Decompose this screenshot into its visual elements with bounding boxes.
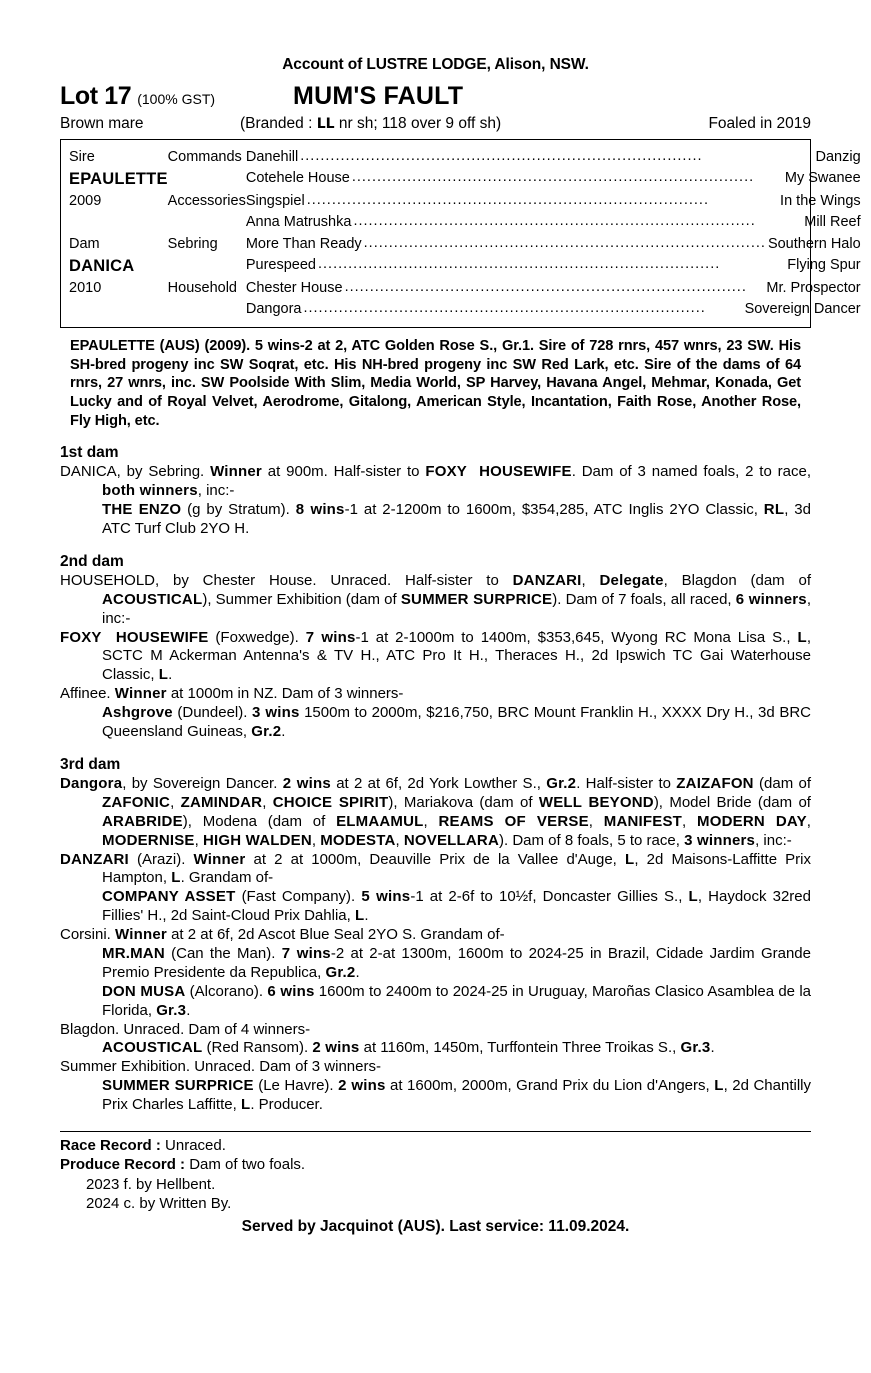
dam-section-title: 2nd dam [60, 552, 124, 570]
pedigree-cell-generation1: 2010 [69, 280, 102, 297]
pedigree-leaf-left: Chester House [245, 280, 343, 297]
pedigree-paragraph: Ashgrove (Dundeel). 3 wins 1500m to 2000m, $216,750, BRC Mount Franklin H., XXXX Dry H., 3d BRC Queensland Guineas, Gr.2. [102, 704, 811, 741]
foal-list [60, 1175, 811, 1214]
pedigree-row [69, 233, 861, 254]
footer-divider [60, 1131, 811, 1132]
pedigree-paragraph: DANZARI (Arazi). Winner at 2 at 1000m, Deauville Prix de la Vallee d'Auge, L, 2d Maisons-Laffitte Prix Hampton, L. Grandam of- [60, 850, 812, 887]
pedigree-cell-generation3 [246, 146, 861, 167]
pedigree-leaf-right: Mr. Prospector [766, 280, 861, 297]
service-note: Served by Jacquinot (AUS). Last service: 11.09.2024. [241, 1217, 630, 1235]
produce-record [60, 1155, 811, 1175]
pedigree-leaf-left: Dangora [245, 301, 302, 318]
pedigree-leaf-right: Southern Halo [767, 235, 861, 252]
pedigree-paragraph: HOUSEHOLD, by Chester House. Unraced. Half-sister to DANZARI, Delegate, Blagdon (dam of ACOUSTICAL), Summer Exhibition (dam of SUMMER SURPRICE). Dam of 7 foals, all raced, 6 winners, inc:- [60, 571, 811, 627]
foal-entry: 2024 c. by Written By. [86, 1195, 232, 1213]
horse-name: MUM'S FAULT [293, 82, 464, 110]
dam-section-title: 1st dam [60, 444, 119, 462]
dot-leader: ................................................................................ [344, 279, 747, 296]
dam-section [60, 444, 811, 539]
pedigree-paragraph: SUMMER SURPRICE (Le Havre). 2 wins at 1600m, 2000m, Grand Prix du Lion d'Angers, L, 2d Chantilly Prix Charles Laffitte, L. Producer. [102, 1077, 811, 1114]
race-record-value: Unraced. [165, 1136, 226, 1154]
pedigree-cell-generation1 [69, 299, 168, 320]
pedigree-cell-generation1: EPAULETTE [69, 169, 168, 188]
sire-summary: EPAULETTE (AUS) (2009). 5 wins-2 at 2, ATC Golden Rose S., Gr.1. Sire of 728 rnrs, 457 wnrs, 23 SW. His SH-bred progeny inc SW Soqrat, etc. His NH-bred progeny inc SW Red Lark, etc. Sire of the dams of 64 rnrs, 27 wnrs, inc. SW Poolside With Slim, Media World, SP Harvey, Havana Angel, Mehmar, Konada, Get Lucky and of Royal Velvet, Aerodrome, Gitalong, American Style, Incantation, Faith Rose, Another Rose, Fly High, etc. [70, 338, 801, 429]
pedigree-leaf-right: In the Wings [780, 193, 861, 210]
pedigree-row [69, 167, 861, 191]
colour-sex: Brown mare [60, 115, 144, 132]
pedigree-body [69, 146, 861, 320]
pedigree-grid [69, 146, 861, 320]
pedigree-cell-generation1: Sire [69, 148, 95, 165]
dot-leader: ................................................................................ [300, 147, 703, 164]
pedigree-cell-generation3 [246, 233, 861, 254]
pedigree-row [69, 212, 861, 233]
pedigree-leaf-left: Purespeed [245, 256, 316, 273]
pedigree-leaf-left: Cotehele House [245, 169, 350, 186]
pedigree-cell-generation3 [246, 254, 861, 278]
pedigree-cell-generation1: 2009 [69, 193, 102, 210]
pedigree-leaf-right: Sovereign Dancer [744, 301, 861, 318]
pedigree-cell-generation2 [168, 167, 246, 191]
dot-leader: ................................................................................ [306, 192, 709, 209]
pedigree-paragraph: Summer Exhibition. Unraced. Dam of 3 winners- [60, 1058, 381, 1076]
dam-sections [60, 444, 811, 1115]
pedigree-row [69, 299, 861, 320]
race-record-label: Race Record : [60, 1136, 161, 1154]
pedigree-cell-generation3 [246, 212, 861, 233]
dot-leader: ................................................................................ [317, 255, 721, 272]
pedigree-leaf-left: Singspiel [245, 193, 305, 210]
foaled-year: Foaled in 2019 [708, 115, 811, 132]
foal-entry: 2023 f. by Hellbent. [86, 1175, 216, 1193]
dot-leader: ................................................................................ [351, 168, 755, 185]
pedigree-cell-generation2 [168, 254, 246, 278]
pedigree-leaf-right: Danzig [815, 148, 861, 165]
pedigree-cell-generation2: Sebring [167, 235, 218, 252]
lot-title-row [60, 82, 811, 111]
pedigree-cell-generation3 [246, 191, 861, 212]
produce-record-label: Produce Record : [60, 1156, 186, 1174]
pedigree-table [60, 139, 861, 328]
pedigree-cell-generation2: Household [167, 280, 237, 297]
pedigree-cell-generation3 [246, 167, 861, 191]
pedigree-cell-generation2: Commands [167, 148, 242, 165]
pedigree-leaf-left: More Than Ready [245, 235, 362, 252]
pedigree-paragraph: FOXY HOUSEWIFE (Foxwedge). 7 wins-1 at 2-1000m to 1400m, $353,645, Wyong RC Mona Lisa S., L, SCTC M Ackerman Antenna's & TV H., ATC Pro It H., Theraces H., 2d Ipswich TC Gai Waterhouse Classic, L. [60, 628, 811, 684]
account-heading: Account of LUSTRE LODGE, Alison, NSW. [282, 56, 589, 73]
pedigree-paragraph: ACOUSTICAL (Red Ransom). 2 wins at 1160m, 1450m, Turffontein Three Troikas S., Gr.3. [102, 1039, 715, 1057]
pedigree-paragraph: Dangora, by Sovereign Dancer. 2 wins at 2 at 6f, 2d York Lowther S., Gr.2. Half-sister to ZAIZAFON (dam of ZAFONIC, ZAMINDAR, CHOICE SPIRIT), Mariakova (dam of WELL BEYOND), Model Bride (dam of ARABRIDE), Modena (dam of ELMAAMUL, REAMS OF VERSE, MANIFEST, MODERN DAY, MODERNISE, HIGH WALDEN, MODESTA, NOVELLARA). Dam of 8 foals, 5 to race, 3 winners, inc:- [60, 774, 811, 849]
pedigree-leaf-right: Mill Reef [804, 214, 861, 231]
pedigree-cell-generation2 [168, 299, 246, 320]
pedigree-leaf-right: My Swanee [784, 169, 861, 186]
race-record [60, 1136, 811, 1156]
description-row [60, 115, 811, 133]
pedigree-leaf-left: Anna Matrushka [245, 214, 352, 231]
pedigree-row [69, 278, 861, 299]
pedigree-paragraph: Corsini. Winner at 2 at 6f, 2d Ascot Blue Seal 2YO S. Grandam of- [60, 926, 505, 944]
dam-section-title: 3rd dam [60, 755, 121, 773]
produce-record-value: Dam of two foals. [189, 1156, 306, 1174]
dam-section [60, 553, 811, 742]
dot-leader: ................................................................................ [303, 300, 706, 317]
pedigree-leaf-right: Flying Spur [787, 256, 861, 273]
pedigree-cell-generation1 [69, 212, 168, 233]
pedigree-paragraph: MR.MAN (Can the Man). 7 wins-2 at 2-at 1300m, 1600m to 2024-25 in Brazil, Cidade Jardim Grande Premio Presidente da Republica, Gr.2. [102, 944, 811, 981]
brand-prefix: (Branded : [240, 115, 313, 132]
pedigree-leaf-left: Danehill [245, 148, 299, 165]
pedigree-cell-generation2: Accessories [167, 193, 246, 210]
pedigree-row [69, 191, 861, 212]
pedigree-paragraph: COMPANY ASSET (Fast Company). 5 wins-1 at 2-6f to 10½f, Doncaster Gillies S., L, Haydock 32red Fillies' H., 2d Saint-Cloud Prix Dahlia, L. [102, 888, 811, 925]
pedigree-paragraph: DANICA, by Sebring. Winner at 900m. Half-sister to FOXY HOUSEWIFE. Dam of 3 named foals, 2 to race, both winners, inc:- [60, 463, 811, 500]
pedigree-row [69, 254, 861, 278]
dam-section [60, 756, 811, 1115]
pedigree-cell-generation2 [168, 212, 246, 233]
pedigree-paragraph: THE ENZO (g by Stratum). 8 wins-1 at 2-1200m to 1600m, $354,285, ATC Inglis 2YO Classic, RL, 3d ATC Turf Club 2YO H. [102, 501, 811, 538]
pedigree-cell-generation3 [246, 278, 861, 299]
pedigree-cell-generation1: DANICA [69, 256, 135, 275]
pedigree-cell-generation3 [246, 299, 861, 320]
lot-number: Lot 17 [60, 82, 132, 110]
gst-note: (100% GST) [137, 91, 216, 107]
pedigree-paragraph: Affinee. Winner at 1000m in NZ. Dam of 3 winners- [60, 685, 404, 703]
brand-mark: LL [316, 116, 335, 132]
pedigree-row [69, 146, 861, 167]
brand-details [240, 115, 651, 133]
pedigree-paragraph: DON MUSA (Alcorano). 6 wins 1600m to 2400m to 2024-25 in Uruguay, Maroñas Clasico Asamblea de la Florida, Gr.3. [102, 982, 811, 1019]
pedigree-paragraph: Blagdon. Unraced. Dam of 4 winners- [60, 1020, 311, 1038]
dot-leader: ................................................................................ [363, 234, 766, 251]
pedigree-cell-generation1: Dam [69, 235, 100, 252]
brand-suffix: nr sh; 118 over 9 off sh) [338, 115, 502, 132]
dot-leader: ................................................................................ [353, 213, 756, 230]
